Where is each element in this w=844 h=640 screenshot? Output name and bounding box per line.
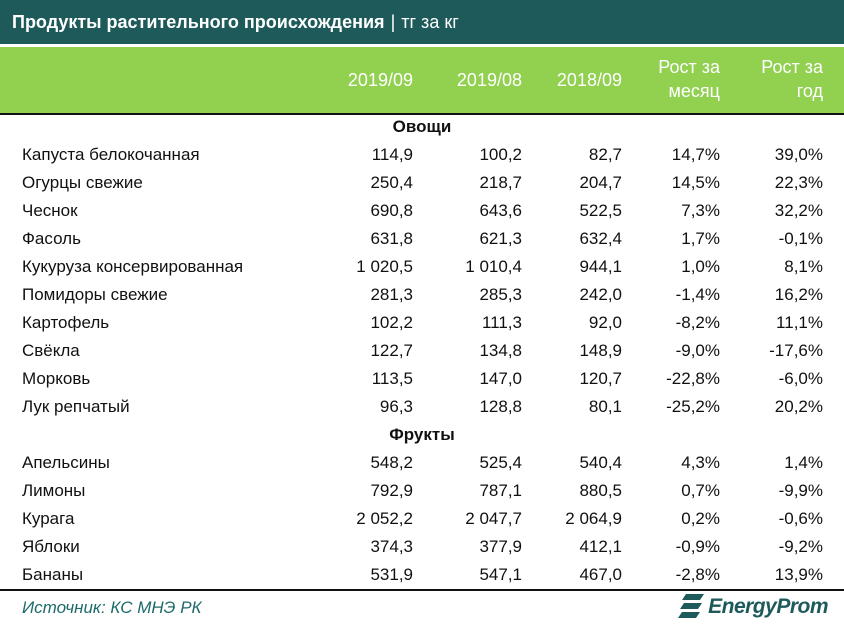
growth-year: 32,2% (774, 201, 823, 220)
value-2019-09: 113,5 (371, 369, 413, 388)
product-name: Фасоль (22, 229, 81, 248)
value-2019-09: 1 020,5 (356, 257, 413, 276)
product-name: Картофель (22, 313, 110, 332)
value-2019-08: 1 010,4 (465, 257, 522, 276)
growth-month: -22,8% (666, 369, 720, 388)
table-row (0, 505, 844, 533)
growth-month: -9,0% (675, 341, 720, 360)
table-row (0, 197, 844, 225)
growth-month: -1,4% (675, 285, 720, 304)
value-2019-09: 96,3 (379, 397, 413, 416)
header-growth-year (761, 55, 823, 103)
value-2018-09: 242,0 (579, 285, 622, 304)
value-2018-09: 82,7 (588, 145, 622, 164)
title-separator: | (390, 11, 396, 32)
table-title: Продукты растительного происхождения (12, 11, 385, 32)
value-2018-09: 2 064,9 (565, 509, 622, 528)
growth-month: 0,7% (681, 481, 720, 500)
value-2019-09: 2 052,2 (356, 509, 413, 528)
growth-year: -17,6% (769, 341, 823, 360)
energyprom-logo (678, 592, 828, 622)
header-growth-year-line1: Рост за (761, 57, 823, 77)
source-note: Источник: КС МНЭ РК (22, 598, 202, 617)
product-name: Огурцы свежие (22, 173, 143, 192)
value-2019-08: 128,8 (479, 397, 522, 416)
growth-year: -0,6% (778, 509, 823, 528)
product-name: Чеснок (22, 201, 78, 220)
value-2019-08: 100,2 (479, 145, 522, 164)
growth-year: -6,0% (778, 369, 823, 388)
growth-month: -0,9% (675, 537, 720, 556)
value-2018-09: 204,7 (579, 173, 622, 192)
growth-year: -9,9% (778, 481, 823, 500)
value-2019-09: 548,2 (370, 453, 413, 472)
growth-year: 22,3% (774, 173, 823, 192)
value-2019-09: 281,3 (370, 285, 413, 304)
growth-year: -9,2% (778, 537, 823, 556)
growth-year: 16,2% (774, 285, 823, 304)
value-2019-08: 218,7 (479, 173, 522, 192)
growth-year: 8,1% (784, 257, 823, 276)
value-2019-09: 102,2 (370, 313, 413, 332)
table-row (0, 477, 844, 505)
value-2019-09: 374,3 (370, 537, 413, 556)
value-2019-09: 792,9 (370, 481, 413, 500)
section-title-fruits: Фрукты (389, 425, 455, 444)
value-2019-09: 690,8 (370, 201, 413, 220)
value-2019-08: 547,1 (479, 565, 522, 584)
product-name: Лук репчатый (22, 397, 130, 416)
growth-year: 13,9% (774, 565, 823, 584)
value-2019-08: 377,9 (479, 537, 522, 556)
value-2019-09: 250,4 (370, 173, 413, 192)
growth-year: -0,1% (778, 229, 823, 248)
product-name: Помидоры свежие (22, 285, 168, 304)
value-2018-09: 92,0 (588, 313, 622, 332)
growth-month: 1,7% (681, 229, 720, 248)
table-row (0, 393, 844, 421)
value-2018-09: 80,1 (588, 397, 622, 416)
value-2018-09: 880,5 (579, 481, 622, 500)
table-row (0, 253, 844, 281)
table-row (0, 533, 844, 561)
product-name: Лимоны (22, 481, 86, 500)
value-2019-08: 525,4 (479, 453, 522, 472)
table-row (0, 141, 844, 169)
growth-month: 1,0% (681, 257, 720, 276)
product-name: Апельсины (22, 453, 110, 472)
value-2018-09: 120,7 (579, 369, 622, 388)
footer-divider (0, 589, 844, 591)
header-2018-09: 2018/09 (556, 70, 622, 90)
value-2019-08: 787,1 (479, 481, 522, 500)
value-2018-09: 632,4 (579, 229, 622, 248)
growth-year: 11,1% (776, 313, 823, 332)
value-2018-09: 467,0 (579, 565, 622, 584)
table-row (0, 309, 844, 337)
value-2019-08: 285,3 (479, 285, 522, 304)
value-2019-08: 621,3 (479, 229, 522, 248)
energyprom-logo-icon (678, 592, 704, 622)
table-title-bar (0, 0, 844, 44)
value-2018-09: 540,4 (579, 453, 622, 472)
table-row (0, 281, 844, 309)
value-2019-08: 2 047,7 (465, 509, 522, 528)
value-2019-09: 114,9 (371, 145, 413, 164)
growth-month: 0,2% (681, 509, 720, 528)
header-growth-month (658, 55, 720, 103)
header-2019-08: 2019/08 (456, 70, 522, 90)
product-name: Капуста белокочанная (22, 145, 200, 164)
header-2019-09: 2019/09 (347, 70, 413, 90)
product-name: Яблоки (22, 537, 80, 556)
growth-month: 4,3% (681, 453, 720, 472)
value-2018-09: 944,1 (579, 257, 622, 276)
growth-month: -8,2% (675, 313, 720, 332)
table-row (0, 561, 844, 589)
value-2019-09: 631,8 (370, 229, 413, 248)
value-2018-09: 522,5 (579, 201, 622, 220)
table-header (0, 47, 844, 113)
section-title-vegetables: Овощи (392, 117, 452, 136)
product-name: Кукуруза консервированная (22, 257, 244, 276)
value-2018-09: 412,1 (579, 537, 622, 556)
value-2019-09: 122,7 (370, 341, 413, 360)
growth-year: 20,2% (774, 397, 823, 416)
table-row (0, 449, 844, 477)
value-2018-09: 148,9 (579, 341, 622, 360)
product-name: Курага (22, 509, 75, 528)
growth-month: -2,8% (675, 565, 720, 584)
header-growth-year-line2: год (796, 81, 823, 101)
growth-month: -25,2% (666, 397, 720, 416)
logo-text: EnergyProm (708, 595, 828, 618)
value-2019-09: 531,9 (370, 565, 413, 584)
table-row (0, 337, 844, 365)
product-name: Бананы (22, 565, 84, 584)
table-row (0, 169, 844, 197)
growth-month: 7,3% (681, 201, 720, 220)
growth-month: 14,5% (671, 173, 720, 192)
product-name: Свёкла (22, 341, 80, 360)
table-row (0, 365, 844, 393)
growth-year: 39,0% (774, 145, 823, 164)
growth-year: 1,4% (784, 453, 823, 472)
title-unit: тг за кг (401, 11, 459, 32)
value-2019-08: 147,0 (479, 369, 522, 388)
product-name: Морковь (22, 369, 91, 388)
value-2019-08: 134,8 (479, 341, 522, 360)
header-growth-month-line1: Рост за (658, 57, 720, 77)
value-2019-08: 643,6 (479, 201, 522, 220)
table-row (0, 225, 844, 253)
value-2019-08: 111,3 (481, 313, 522, 332)
growth-month: 14,7% (671, 145, 720, 164)
header-growth-month-line2: месяц (668, 81, 720, 101)
